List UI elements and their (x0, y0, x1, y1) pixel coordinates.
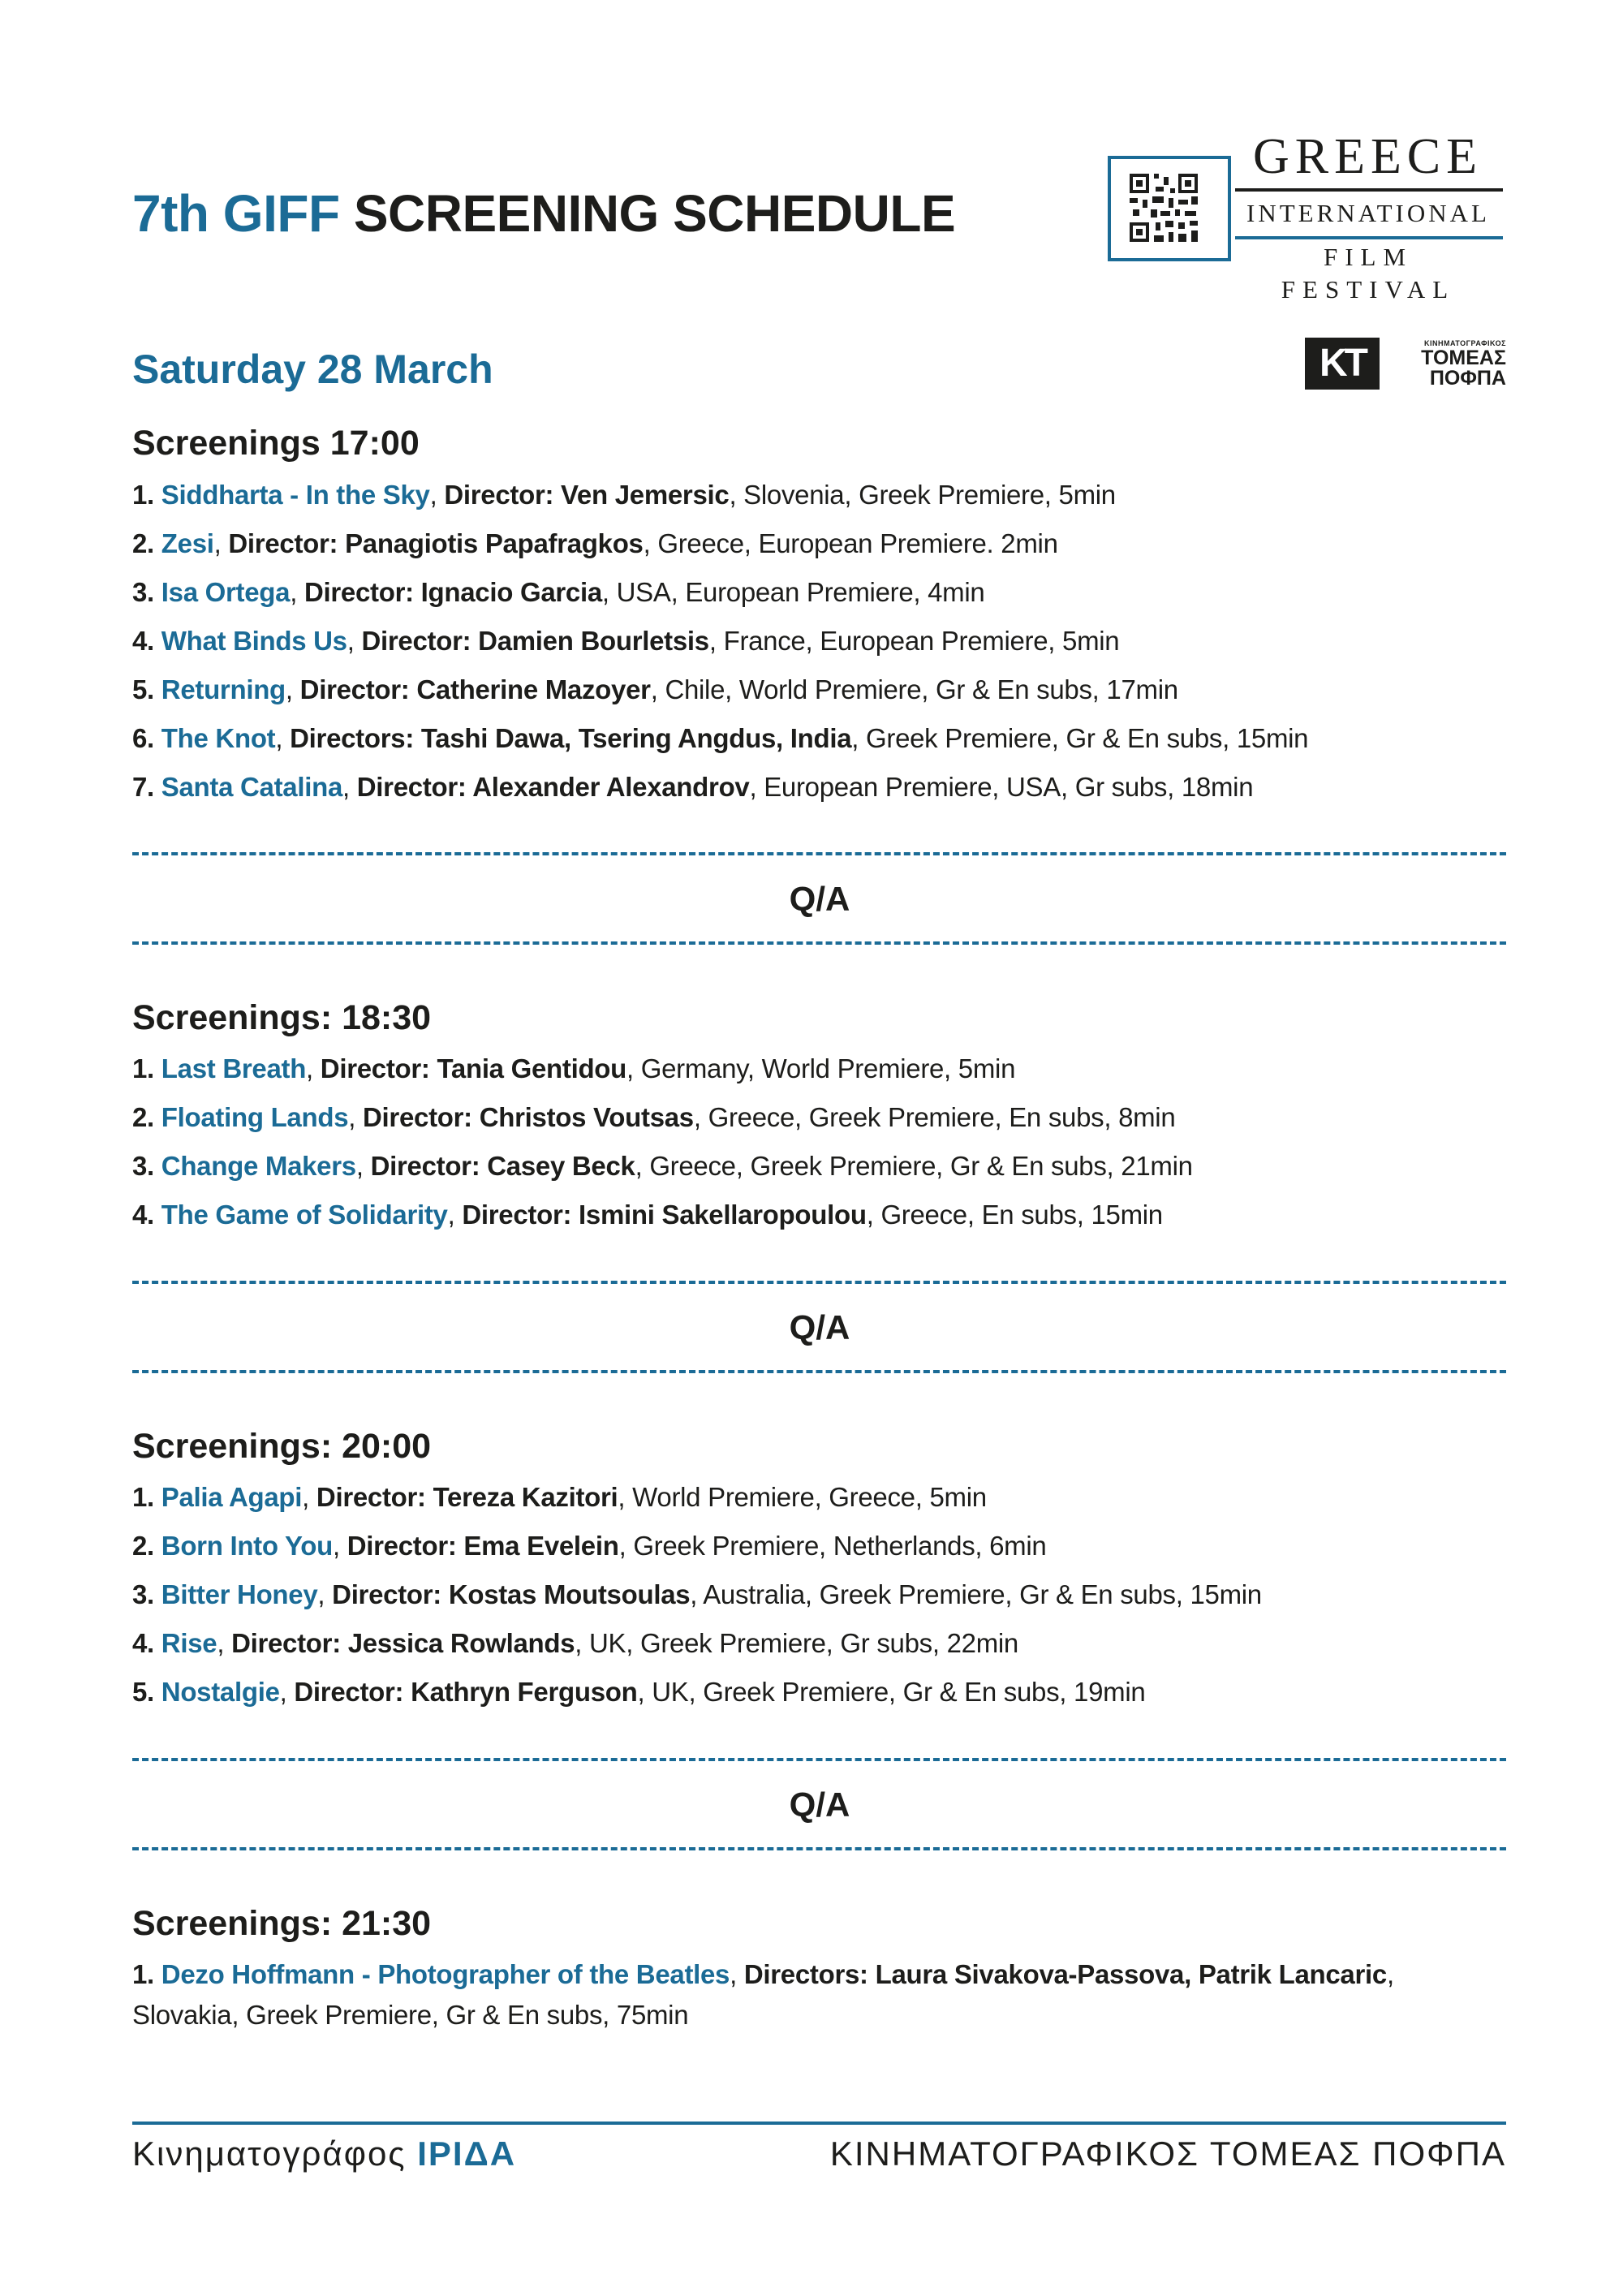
director-label: Director: (299, 674, 410, 704)
film-details: , European Premiere, USA, Gr subs, 18min (749, 772, 1254, 802)
film-title-link[interactable]: Returning (161, 674, 286, 704)
film-separator: , (290, 577, 304, 607)
film-entry (132, 670, 1512, 710)
director-label: Directors: (290, 723, 415, 753)
film-details: , Germany, World Premiere, 5min (626, 1053, 1016, 1083)
film-title-link[interactable]: Change Makers (161, 1151, 356, 1181)
film-title-link[interactable]: The Game of Solidarity (161, 1200, 448, 1230)
film-directors: Jessica Rowlands (340, 1628, 575, 1658)
director-label: Director: (320, 1053, 430, 1083)
film-number: 2. (132, 528, 154, 558)
film-number: 6. (132, 723, 154, 753)
film-number: 1. (132, 480, 154, 510)
film-title-link[interactable]: The Knot (161, 723, 276, 753)
dashed-divider (132, 1758, 1506, 1761)
dashed-divider (132, 852, 1506, 855)
film-number: 1. (132, 1482, 154, 1512)
film-title-link[interactable]: Santa Catalina (161, 772, 343, 802)
film-title-link[interactable]: Born Into You (161, 1531, 333, 1561)
film-separator: , (348, 1102, 364, 1132)
film-directors: Ignacio Garcia (413, 577, 602, 607)
film-title-link[interactable]: What Binds Us (161, 626, 347, 656)
film-number: 2. (132, 1531, 154, 1561)
film-number: 3. (132, 577, 154, 607)
director-label: Director: (304, 577, 414, 607)
festival-logo-line1: INTERNATIONAL (1246, 199, 1490, 227)
film-separator: , (730, 1959, 744, 1989)
film-title-link[interactable]: Palia Agapi (161, 1482, 303, 1512)
sponsor-logo (1305, 338, 1506, 390)
director-label: Director: (347, 1531, 457, 1561)
film-directors: Ismini Sakellaropoulou (571, 1200, 867, 1230)
film-separator: , (279, 1677, 295, 1707)
film-entry (132, 767, 1512, 808)
director-label: Director: (231, 1628, 341, 1658)
logo-divider (1235, 236, 1503, 239)
festival-logo-name: GREECE (1252, 129, 1483, 184)
film-directors: Ven Jemersic (553, 480, 730, 510)
film-entry (132, 1097, 1512, 1138)
film-entry (132, 1574, 1512, 1615)
film-directors: Casey Beck (480, 1151, 635, 1181)
film-title-link[interactable]: Last Breath (161, 1053, 307, 1083)
film-details: , Greece, European Premiere. 2min (643, 528, 1058, 558)
film-title-link[interactable]: Floating Lands (161, 1102, 349, 1132)
session-heading: Screenings: 21:30 (132, 1904, 432, 1943)
film-details-continuation: Slovakia, Greek Premiere, Gr & En subs, 75min (132, 2000, 689, 2030)
film-directors: Damien Bourletsis (471, 626, 709, 656)
film-entry (132, 523, 1512, 564)
film-details: , Slovenia, Greek Premiere, 5min (729, 480, 1116, 510)
film-entry (132, 718, 1512, 759)
film-number: 3. (132, 1579, 154, 1609)
film-title-link[interactable]: Siddharta - In the Sky (161, 480, 430, 510)
session-heading: Screenings: 20:00 (132, 1427, 432, 1466)
director-label: Director: (444, 480, 554, 510)
film-details: , UK, Greek Premiere, Gr & En subs, 19min (637, 1677, 1146, 1707)
film-directors: Tashi Dawa, Tsering Angdus, India (414, 723, 852, 753)
qa-label: Q/A (789, 1308, 850, 1346)
film-title-link[interactable]: Zesi (161, 528, 214, 558)
footer-venue-prefix: Κινηματογράφος (132, 2134, 418, 2173)
film-number: 1. (132, 1959, 154, 1989)
footer-venue (132, 2130, 516, 2178)
footer-venue-name: ΙΡΙΔΑ (417, 2134, 517, 2173)
film-number: 1. (132, 1053, 154, 1083)
film-details: , USA, European Premiere, 4min (601, 577, 985, 607)
film-separator: , (447, 1200, 463, 1230)
film-entry (132, 1049, 1512, 1089)
film-entry (132, 1672, 1512, 1712)
director-label: Director: (370, 1151, 480, 1181)
film-entry (132, 1146, 1512, 1187)
film-separator: , (429, 480, 445, 510)
film-directors: Laura Sivakova-Passova, Patrik Lancaric (867, 1959, 1387, 1989)
film-details: , World Premiere, Greece, 5min (618, 1482, 987, 1512)
film-directors: Panagiotis Papafragkos (338, 528, 644, 558)
footer-organizer: ΚΙΝΗΜΑΤΟΓΡΑΦΙΚΟΣ ΤΟΜΕΑΣ ΠΟΦΠΑ (829, 2134, 1506, 2173)
qa-label: Q/A (789, 880, 850, 918)
film-title-link[interactable]: Nostalgie (161, 1677, 280, 1707)
title-rest: SCREENING SCHEDULE (353, 184, 956, 243)
film-details: , Australia, Greek Premiere, Gr & En subs, 15min (690, 1579, 1262, 1609)
schedule-date: Saturday 28 March (132, 347, 493, 392)
film-entry (132, 1195, 1512, 1235)
film-details: , UK, Greek Premiere, Gr subs, 22min (575, 1628, 1018, 1658)
film-number: 4. (132, 1628, 154, 1658)
session-heading: Screenings: 18:30 (132, 998, 432, 1037)
film-separator: , (342, 772, 357, 802)
film-entry (132, 621, 1512, 661)
film-directors: Kathryn Ferguson (403, 1677, 638, 1707)
film-entry (132, 1954, 1512, 1995)
dashed-divider (132, 1847, 1506, 1850)
director-label: Director: (462, 1200, 572, 1230)
film-details: , Greece, Greek Premiere, Gr & En subs, 21min (635, 1151, 1193, 1181)
director-label: Director: (363, 1102, 472, 1132)
sponsor-logo-small-text: ΚΙΝΗΜΑΤΟΓΡΑΦΙΚΟΣ (1424, 339, 1506, 347)
film-entry (132, 1623, 1512, 1664)
sponsor-logo-line2: ΠΟΦΠΑ (1429, 367, 1506, 390)
festival-logo-line2: FILM FESTIVAL (1281, 243, 1456, 304)
director-label: Directors: (743, 1959, 868, 1989)
film-number: 4. (132, 1200, 154, 1230)
director-label: Director: (294, 1677, 404, 1707)
film-title-link[interactable]: Rise (161, 1628, 217, 1658)
director-label: Director: (316, 1482, 426, 1512)
footer-divider (132, 2122, 1506, 2125)
film-directors: Catherine Mazoyer (409, 674, 651, 704)
film-separator: , (217, 1628, 232, 1658)
film-number: 5. (132, 1677, 154, 1707)
film-entry (132, 1526, 1512, 1566)
film-number: 7. (132, 772, 154, 802)
film-separator: , (302, 1482, 316, 1512)
film-entry (132, 1477, 1512, 1518)
film-entry (132, 572, 1512, 613)
film-directors: Kostas Moutsoulas (441, 1579, 691, 1609)
page-title (132, 177, 955, 250)
film-directors: Ema Evelein (456, 1531, 619, 1561)
film-separator: , (306, 1053, 321, 1083)
film-title-link[interactable]: Dezo Hoffmann - Photographer of the Beatles (161, 1959, 730, 1989)
film-entry (132, 475, 1512, 515)
logo-divider (1235, 188, 1503, 192)
film-number: 4. (132, 626, 154, 656)
film-directors: Tereza Kazitori (425, 1482, 618, 1512)
film-separator: , (213, 528, 229, 558)
film-title-link[interactable]: Isa Ortega (161, 577, 291, 607)
qr-code-icon (1128, 172, 1199, 243)
director-label: Director: (361, 626, 471, 656)
film-title-link[interactable]: Bitter Honey (161, 1579, 318, 1609)
film-separator: , (355, 1151, 371, 1181)
film-separator: , (285, 674, 300, 704)
dashed-divider (132, 1370, 1506, 1373)
film-details: , Greece, En subs, 15min (866, 1200, 1163, 1230)
sponsor-logo-text (1383, 348, 1506, 389)
sponsor-logo-mark: KT (1305, 338, 1380, 390)
film-separator: , (275, 723, 291, 753)
film-details: , Greek Premiere, Gr & En subs, 15min (851, 723, 1309, 753)
film-directors: Alexander Alexandrov (466, 772, 750, 802)
sponsor-logo-line1: ΤΟΜΕΑΣ (1421, 347, 1506, 369)
film-details: , Greek Premiere, Netherlands, 6min (618, 1531, 1047, 1561)
film-details: , Greece, Greek Premiere, En subs, 8min (693, 1102, 1176, 1132)
film-directors: Christos Voutsas (471, 1102, 694, 1132)
film-details: , France, European Premiere, 5min (708, 626, 1120, 656)
session-heading: Screenings 17:00 (132, 424, 420, 463)
director-label: Director: (356, 772, 467, 802)
film-details: , (1386, 1959, 1394, 1989)
film-number: 3. (132, 1151, 154, 1181)
dashed-divider (132, 1281, 1506, 1284)
title-accent: 7th GIFF (132, 184, 340, 243)
film-separator: , (317, 1579, 333, 1609)
qa-label: Q/A (789, 1786, 850, 1824)
film-details: , Chile, World Premiere, Gr & En subs, 17min (650, 674, 1178, 704)
director-label: Director: (228, 528, 338, 558)
director-label: Director: (332, 1579, 441, 1609)
film-separator: , (347, 626, 362, 656)
film-number: 2. (132, 1102, 154, 1132)
film-directors: Tania Gentidou (429, 1053, 627, 1083)
dashed-divider (132, 941, 1506, 945)
film-separator: , (332, 1531, 347, 1561)
qr-code[interactable] (1108, 156, 1231, 261)
film-number: 5. (132, 674, 154, 704)
